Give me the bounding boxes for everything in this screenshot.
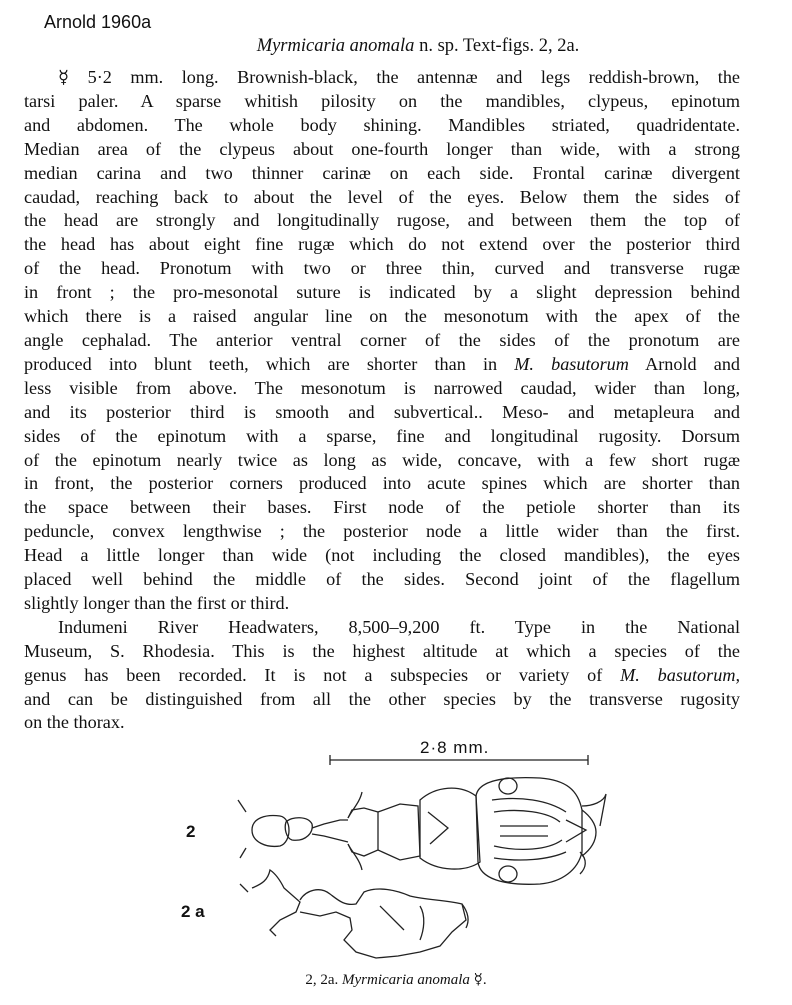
text-line: in front, the posterior corners produced into acute spines which are shorter than [24, 473, 740, 494]
text-line: less visible from above. The mesonotum is narrowed caudad, wider than long, [24, 377, 740, 398]
text-segment: produced into blunt teeth, which are shorter than in [24, 353, 498, 374]
dorsal-view-drawing [238, 778, 606, 885]
text-line: tarsi paler. A sparse whitish pilosity on the mandibles, clypeus, epinotum [24, 90, 740, 111]
caption-symbol: ☿. [473, 972, 487, 988]
text-line: which there is a raised angular line on the mesonotum with the apex of the [24, 306, 740, 327]
text-line: of the head. Pronotum with two or three thin, curved and transverse rugæ [24, 258, 740, 279]
caption-species: Myrmicaria anomala [342, 972, 470, 988]
text-line: the space between their bases. First node of the petiole shorter than its [24, 497, 740, 518]
species-ref: M. basutorum, [620, 664, 740, 685]
figure-caption [0, 970, 792, 989]
species-ref: M. basutorum [514, 353, 629, 374]
title-rest: n. sp. Text-figs. 2, 2a. [414, 36, 580, 56]
text-line: Indumeni River Headwaters, 8,500–9,200 ft. Type in the National [58, 616, 740, 637]
text-line: Head a little longer than wide (not including the closed mandibles), the eyes [24, 545, 740, 566]
text-line: of the epinotum nearly twice as long as wide, concave, with a few short rugæ [24, 449, 740, 470]
text-line: and abdomen. The whole body shining. Mandibles striated, quadridentate. [24, 114, 740, 135]
text-line: angle cephalad. The anterior ventral corner of the sides of the pronotum are [24, 329, 740, 350]
text-segment: Arnold and [628, 353, 741, 374]
text-line: peduncle, convex lengthwise ; the posterior node a little wider than the first. [24, 521, 740, 542]
text-line: the head has about eight fine rugæ which do not extend over the posterior third [24, 234, 740, 255]
source-label: Arnold 1960a [44, 12, 152, 32]
text-line: placed well behind the middle of the sides. Second joint of the flagellum [24, 569, 740, 590]
text-line: Museum, S. Rhodesia. This is the highest altitude at which a species of the [24, 640, 740, 661]
scale-bar [330, 755, 588, 765]
figure-label-2a: 2 a [181, 902, 205, 921]
text-line: on the thorax. [24, 712, 125, 733]
text-line: and its posterior third is smooth and subvertical.. Meso- and metapleura and [24, 401, 740, 422]
text-line: slightly longer than the first or third. [24, 592, 290, 613]
text-line: the head are strongly and longitudinally rugose, and between them the top of [24, 210, 740, 231]
text-line: in front ; the pro-mesonotal suture is indicated by a slight depression behind [24, 282, 740, 303]
text-segment: genus has been recorded. It is not a subspecies or variety of [24, 664, 603, 685]
text-line: Median area of the clypeus about one-fourth longer than wide, with a strong [24, 138, 740, 159]
text-line: ☿ 5·2 mm. long. Brownish-black, the antennæ and legs reddish-brown, the [58, 67, 740, 87]
text-line: median carina and two thinner carinæ on each side. Frontal carinæ divergent [24, 162, 740, 183]
text-line: caudad, reaching back to about the level of the eyes. Below them the sides of [24, 186, 740, 207]
text-line: and can be distinguished from all the other species by the transverse rugosity [24, 688, 740, 709]
caption-prefix: 2, 2a. [305, 972, 339, 988]
figure-label-2: 2 [186, 822, 196, 841]
title-species: Myrmicaria anomala [256, 36, 415, 56]
lateral-view-drawing [240, 870, 468, 958]
scale-label: 2·8 mm. [420, 738, 490, 757]
text-line: sides of the epinotum with a sparse, fine and longitudinal rugosity. Dorsum [24, 425, 740, 446]
